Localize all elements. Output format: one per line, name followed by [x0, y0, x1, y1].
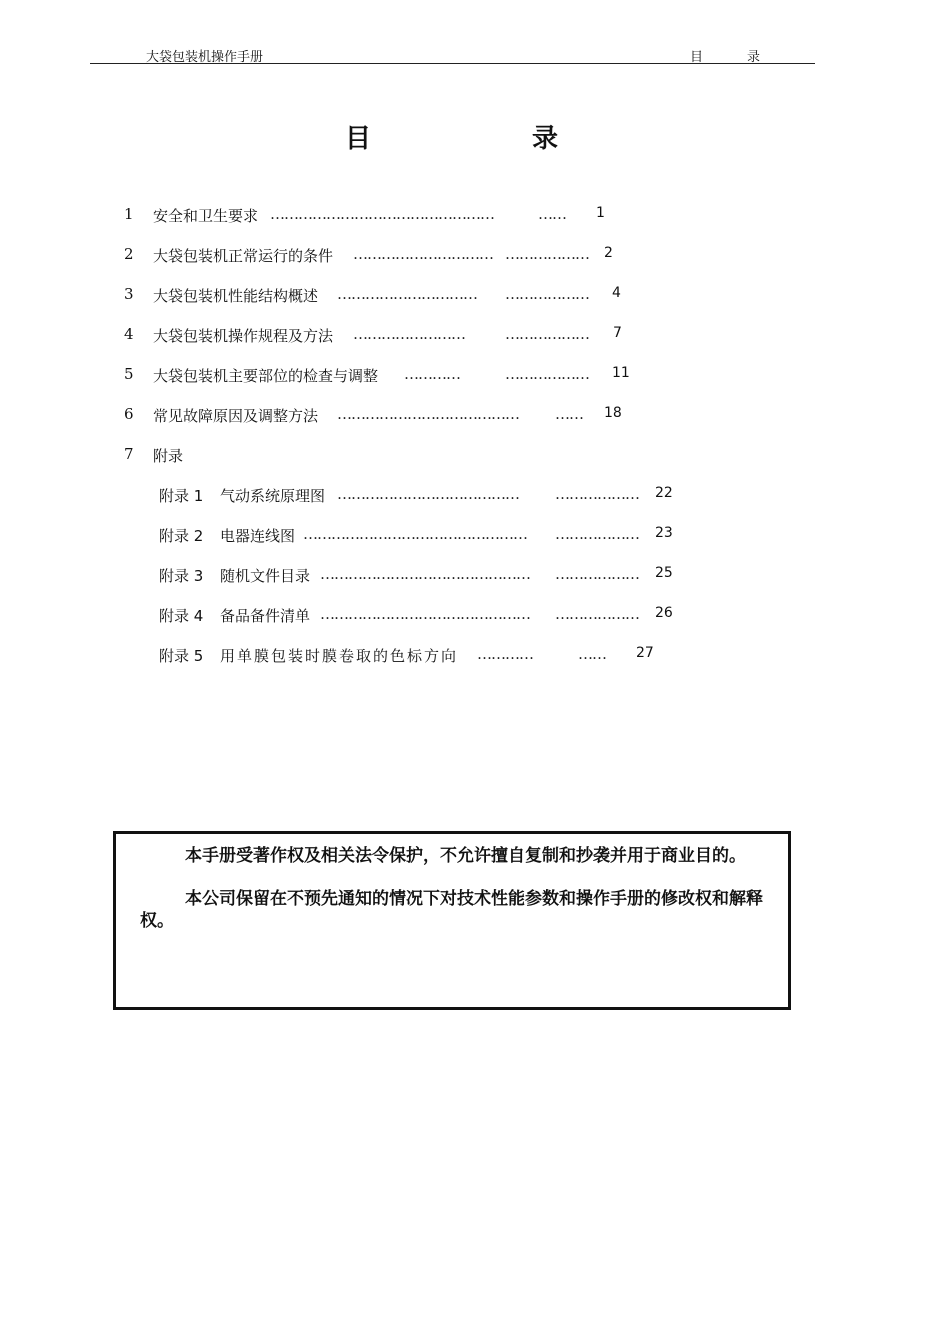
- appendix-entry[interactable]: [0, 605, 950, 629]
- toc-entry[interactable]: [0, 365, 950, 389]
- appendix-leader: ………………………………………: [320, 565, 530, 583]
- toc-entry[interactable]: [0, 325, 950, 349]
- appendix-page: 22: [655, 485, 673, 501]
- toc-label: 大袋包装机操作规程及方法: [153, 327, 334, 345]
- appendix-page: 26: [655, 605, 673, 621]
- appendix-leader: ………………: [555, 565, 639, 583]
- toc-leader: ………………: [505, 365, 589, 383]
- toc-page: 7: [613, 325, 622, 341]
- toc-number: 5: [124, 365, 134, 383]
- page-title-char: 目: [345, 124, 372, 154]
- toc-page: 18: [604, 405, 622, 421]
- toc-leader: ………………: [505, 285, 589, 303]
- appendix-tag: 附录 1: [159, 487, 204, 505]
- toc-page: 1: [596, 205, 605, 221]
- toc-label: 附录: [153, 447, 184, 465]
- header-rule: [90, 63, 815, 64]
- toc-page: 2: [604, 245, 613, 261]
- appendix-leader: ……: [578, 645, 606, 663]
- copyright-paragraph: [140, 845, 770, 867]
- toc-entry[interactable]: [0, 285, 950, 309]
- toc-leader: …………………………………………: [270, 205, 494, 223]
- toc-label: 常见故障原因及调整方法: [153, 407, 319, 425]
- appendix-label: 备品备件清单: [220, 607, 311, 625]
- toc-number: 3: [124, 285, 134, 303]
- appendix-entry[interactable]: [0, 485, 950, 509]
- toc-number: 1: [124, 205, 134, 223]
- appendix-page: 25: [655, 565, 673, 581]
- header-section-char: 录: [747, 50, 761, 65]
- appendix-page: 23: [655, 525, 673, 541]
- toc-number: 7: [124, 445, 134, 463]
- appendix-label: 随机文件目录: [220, 567, 311, 585]
- appendix-label: 电器连线图: [220, 527, 296, 545]
- toc-leader: …………………………………: [337, 405, 519, 423]
- copyright-notice-box: [113, 831, 791, 1010]
- appendix-leader: …………………………………………: [303, 525, 527, 543]
- toc-leader: ………………: [505, 325, 589, 343]
- appendix-leader: ………………………………………: [320, 605, 530, 623]
- toc-entry[interactable]: [0, 405, 950, 429]
- toc-leader: ……: [555, 405, 583, 423]
- page-title-char: 录: [532, 124, 559, 154]
- toc-number: 2: [124, 245, 134, 263]
- toc-entry[interactable]: [0, 445, 950, 469]
- toc-leader: …………………………: [337, 285, 477, 303]
- toc-leader: ……: [538, 205, 566, 223]
- appendix-label: 气动系统原理图: [220, 487, 326, 505]
- appendix-tag: 附录 5: [159, 647, 204, 665]
- disclaimer-text: 本公司保留在不预先通知的情况下对技术性能参数和操作手册的修改权和解释权。: [140, 889, 763, 931]
- appendix-tag: 附录 4: [159, 607, 204, 625]
- appendix-tag: 附录 2: [159, 527, 204, 545]
- appendix-entry[interactable]: [0, 525, 950, 549]
- toc-number: 6: [124, 405, 134, 423]
- toc-label: 大袋包装机性能结构概述: [153, 287, 319, 305]
- toc-leader: ………………: [505, 245, 589, 263]
- toc-entry[interactable]: [0, 245, 950, 269]
- appendix-leader: …………: [477, 645, 533, 663]
- toc-number: 4: [124, 325, 134, 343]
- header-section-char: 目: [690, 50, 704, 65]
- appendix-page: 27: [636, 645, 654, 661]
- toc-label: 大袋包装机主要部位的检查与调整: [153, 367, 379, 385]
- header-manual-title: 大袋包装机操作手册: [146, 50, 264, 65]
- appendix-entry[interactable]: [0, 565, 950, 589]
- appendix-leader: ………………: [555, 525, 639, 543]
- toc-label: 安全和卫生要求: [153, 207, 259, 225]
- appendix-leader: …………………………………: [337, 485, 519, 503]
- toc-leader: …………………………: [353, 245, 493, 263]
- toc-label: 大袋包装机正常运行的条件: [153, 247, 334, 265]
- toc-leader: ……………………: [353, 325, 465, 343]
- toc-entry[interactable]: [0, 205, 950, 229]
- appendix-leader: ………………: [555, 605, 639, 623]
- toc-leader: …………: [404, 365, 460, 383]
- appendix-label: 用单膜包装时膜卷取的色标方向: [220, 647, 459, 665]
- appendix-tag: 附录 3: [159, 567, 204, 585]
- appendix-entry[interactable]: [0, 645, 950, 669]
- toc-page: 11: [612, 365, 630, 381]
- page-title: [0, 118, 950, 158]
- toc-page: 4: [612, 285, 621, 301]
- disclaimer-paragraph: [140, 888, 770, 932]
- copyright-text: 本手册受著作权及相关法令保护，不允许擅自复制和抄袭并用于商业目的。: [185, 846, 746, 866]
- appendix-leader: ………………: [555, 485, 639, 503]
